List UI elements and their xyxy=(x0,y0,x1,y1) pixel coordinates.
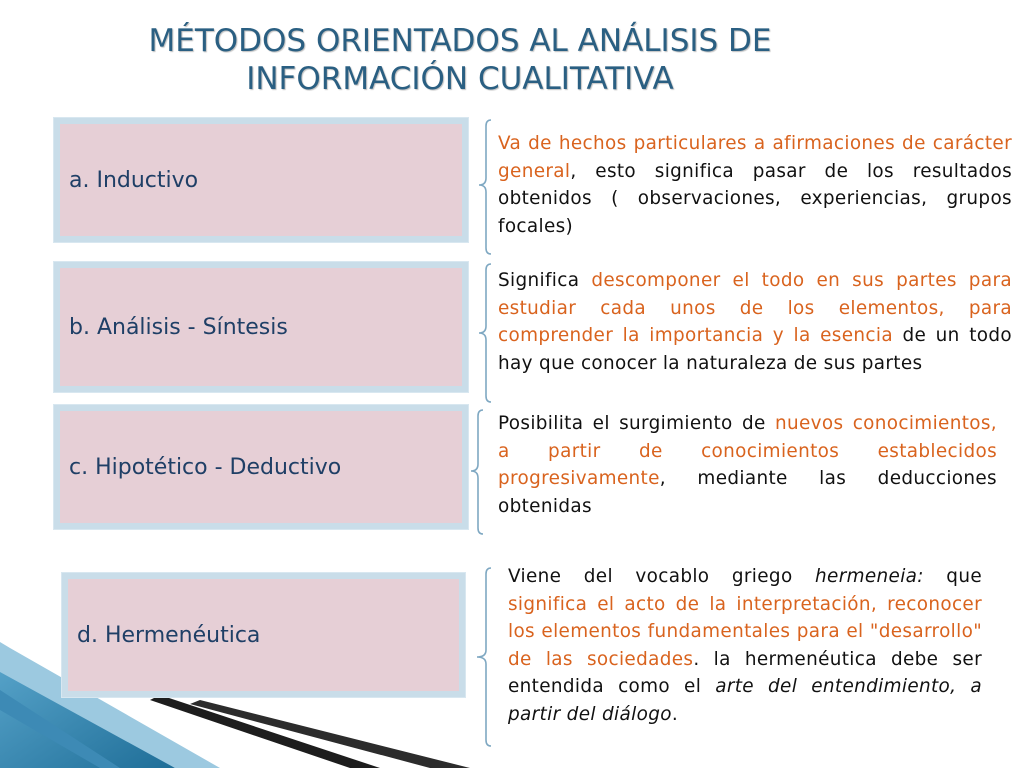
method-box-hipotetico-deductivo xyxy=(54,405,468,529)
text-segment: Significa xyxy=(498,270,592,291)
highlighted-text: Va de hechos particulares a afirmaciones de carácter general xyxy=(498,133,1012,182)
method-desc-hipotetico-deductivo xyxy=(498,410,997,520)
method-box-hermeneutica xyxy=(62,573,465,697)
text-segment: de un todo hay que conocer la naturaleza de sus partes xyxy=(498,325,1012,374)
method-label: c. Hipotético - Deductivo xyxy=(69,454,342,480)
method-box-inductivo xyxy=(54,118,468,242)
brace-icon xyxy=(478,118,494,256)
title-line-2: INFORMACIÓN CUALITATIVA xyxy=(246,61,674,97)
title-line-1: MÉTODOS ORIENTADOS AL ANÁLISIS DE xyxy=(148,23,772,59)
method-label: d. Hermenéutica xyxy=(77,622,261,648)
text-segment: . la hermenéutica debe ser entendida como el xyxy=(508,648,982,697)
highlighted-text: descomponer el todo en sus partes para estudiar cada unos de los elementos, para comprender la importancia y la esencia xyxy=(498,270,1012,346)
text-segment: que xyxy=(923,566,983,587)
brace-icon xyxy=(474,566,494,748)
method-desc-hermeneutica xyxy=(508,563,982,728)
brace-icon xyxy=(478,262,494,404)
highlighted-text: nuevos conocimientos, a partir de conocimientos establecidos progresivamente xyxy=(498,413,997,489)
text-segment: , mediante las deducciones obtenidas xyxy=(498,468,997,517)
method-desc-analisis-sintesis xyxy=(498,267,1012,377)
page-title xyxy=(60,22,860,98)
method-box-analisis-sintesis xyxy=(54,262,468,392)
method-label: a. Inductivo xyxy=(69,167,199,193)
text-segment: Posibilita el surgimiento de xyxy=(498,413,775,434)
text-segment: Viene del vocablo griego xyxy=(508,566,816,587)
italic-text: hermeneia: xyxy=(815,566,924,587)
highlighted-text: significa el acto de la interpretación, reconocer los elementos fundamentales para el "desarrollo" de las sociedades xyxy=(508,593,982,670)
text-segment: , esto significa pasar de los resultados obtenidos ( observaciones, experiencias, grupos focales) xyxy=(498,160,1012,237)
method-desc-inductivo xyxy=(498,130,1012,240)
method-label: b. Análisis - Síntesis xyxy=(69,314,288,340)
brace-icon xyxy=(470,408,486,536)
italic-text: arte del entendimiento, a partir del diálogo xyxy=(508,676,983,725)
text-segment: . xyxy=(671,703,679,725)
